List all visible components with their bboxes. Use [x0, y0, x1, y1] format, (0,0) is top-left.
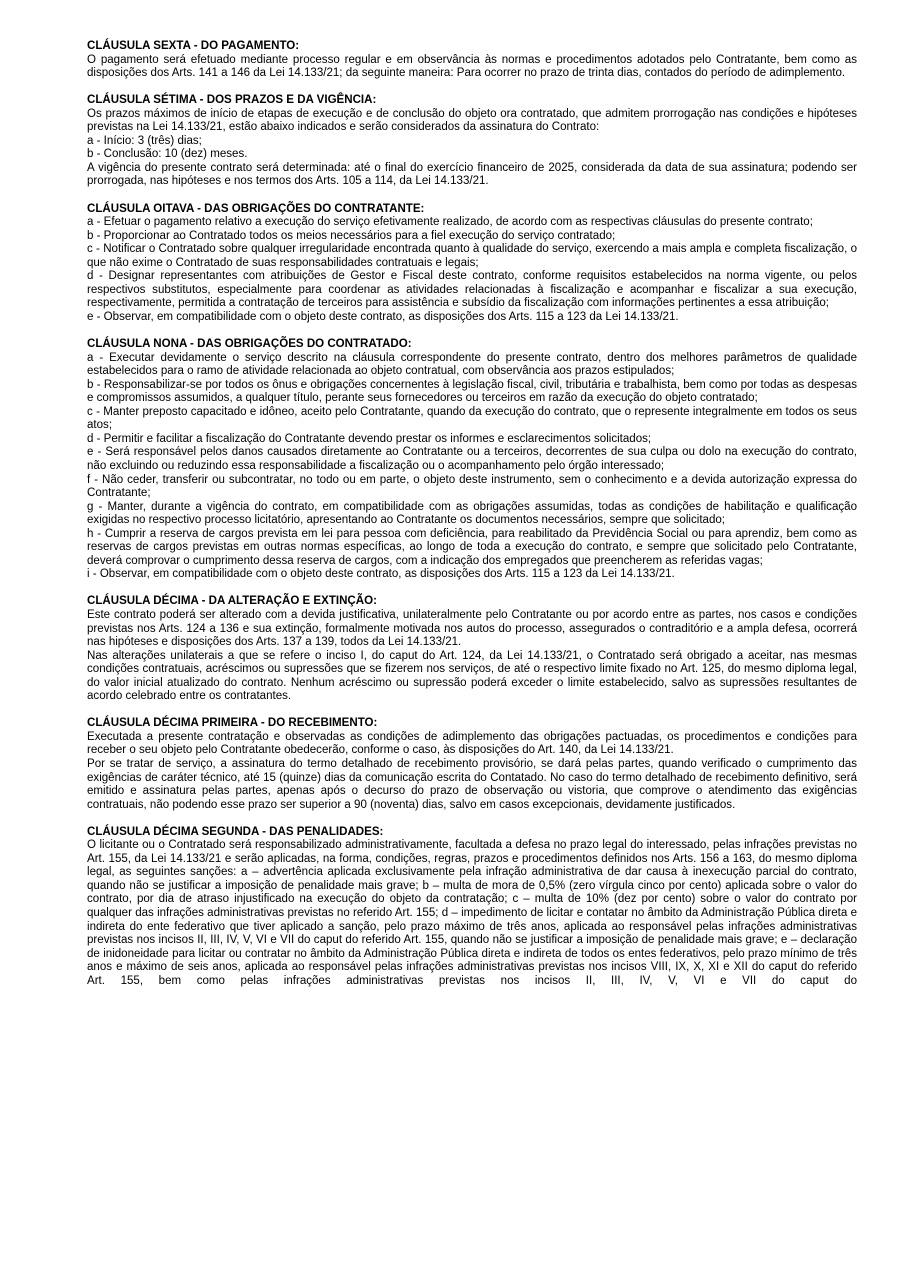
clause-paragraph: d - Designar representantes com atribuições de Gestor e Fiscal deste contrato, conforme requisitos estabelecidos na norma vigente, ou pelos respectivos substitutos, especialmente para coordenar as atividades relacionadas à fiscalização e acompanhar e fiscalizar a sua execução, respectivamente, permitida a contratação de terceiros para assistência e subsídio da fiscalização com informações pertinentes a essa atribuição;: [87, 270, 857, 310]
clause-paragraph: c - Manter preposto capacitado e idôneo, aceito pelo Contratante, quando da execução do contrato, que o represente integralmente em todos os seus atos;: [87, 405, 857, 432]
clause-paragraph: e - Será responsável pelos danos causados diretamente ao Contratante ou a terceiros, decorrentes de sua culpa ou dolo na execução do contrato, não excluindo ou reduzindo essa responsabilidade a fiscalização ou o acompanhamento pelo órgão interessado;: [87, 446, 857, 472]
clause-paragraph: f - Não ceder, transferir ou subcontratar, no todo ou em parte, o objeto deste instrumento, sem o conhecimento e a devida autorização expressa do Contratante;: [87, 473, 857, 500]
clause-title: CLÁUSULA DÉCIMA - DA ALTERAÇÃO E EXTINÇÃO:: [87, 595, 377, 608]
clause-title: CLÁUSULA SEXTA - DO PAGAMENTO:: [87, 40, 300, 52]
clause-section: [87, 40, 857, 81]
clause-paragraph: Os prazos máximos de início de etapas de execução e de conclusão do objeto ora contratado, que admitem prorrogação nas condições e hipóteses previstas na Lei 14.133/21, estão abaixo indicados e serão considerados da assinatura do Contrato:: [87, 107, 857, 134]
clause-title: CLÁUSULA NONA - DAS OBRIGAÇÕES DO CONTRATADO:: [87, 338, 412, 351]
clause-section: [87, 826, 857, 989]
clause-paragraph: A vigência do presente contrato será determinada: até o final do exercício financeiro de 2025, considerada da data de sua assinatura; podendo ser prorrogada, nas hipóteses e nos termos dos Arts. 105 a 114, da Lei 14.133/21.: [87, 161, 857, 188]
clause-paragraph: e - Observar, em compatibilidade com o objeto deste contrato, as disposições dos Arts. 115 a 123 da Lei 14.133/21.: [87, 310, 679, 323]
clause-paragraph: i - Observar, em compatibilidade com o objeto deste contrato, as disposições dos Arts. 115 a 123 da Lei 14.133/21.: [87, 568, 675, 581]
clause-paragraph: b - Conclusão: 10 (dez) meses.: [87, 148, 248, 161]
clause-paragraph: a - Efetuar o pagamento relativo a execução do serviço efetivamente realizado, de acordo com as respectivas cláusulas do presente contrato;: [87, 216, 813, 229]
clause-paragraph: Este contrato poderá ser alterado com a devida justificativa, unilateralmente pelo Contratante ou por acordo entre as partes, nos casos e condições previstas nos Arts. 124 a 136 e sua extinção, formalmente motivada nos autos do processo, assegurados o contraditório e a ampla defesa, ocorrerá nas hipóteses e disposições dos Arts. 137 a 139, todos da Lei 14.133/21.: [87, 608, 857, 649]
clause-paragraph: O licitante ou o Contratado será responsabilizado administrativamente, facultada a defesa no prazo legal do interessado, pelas infrações previstas no Art. 155, da Lei 14.133/21 e serão aplicadas, na forma, condições, regras, prazos e procedimentos definidos nos Arts. 156 a 163, do mesmo diploma legal, as seguintes sanções: a – advertência aplicada exclusivamente pela infração administrativa de dar causa à inexecução parcial do contrato, quando não se justificar a imposição de penalidade mais grave; b – multa de mora de 0,5% (zero vírgula cinco por cento) aplicada sobre o valor do contrato, por dia de atraso injustificado na execução do objeto da contratação; c – multa de 10% (dez por cento) sobre o valor do contrato por qualquer das infrações administrativas previstas no referido Art. 155; d – impedimento de licitar e contatar no âmbito da Administração Pública direta e indireta do ente federativo que tiver aplicado a sanção, pelo prazo máximo de três anos, aplicada ao responsável pelas infrações administrativas previstas nos incisos II, III, IV, V, VI e VII do caput do referido Art. 155, quando não se justificar a imposição de penalidade mais grave; e – declaração de inidoneidade para licitar ou contratar no âmbito da Administração Pública direta e indireta de todos os entes federativos, pelo prazo mínimo de três anos e máximo de seis anos, aplicada ao responsável pelas infrações administrativas previstas nos incisos VIII, IX, X, XI e XII do caput do referido Art. 155, bem como pelas infrações administrativas previstas nos incisos II, III, IV, V, VI e VII do caput do: [87, 839, 857, 987]
clause-paragraph: Nas alterações unilaterais a que se refere o inciso I, do caput do Art. 124, da Lei 14.133/21, o Contratado será obrigado a aceitar, nas mesmas condições contratuais, acréscimos ou supressões que se fizerem nos serviços, de até o respectivo limite fixado no Art. 125, do mesmo diploma legal, do valor inicial atualizado do contrato. Nenhum acréscimo ou supressão poderá exceder o limite estabelecido, salvo as supressões resultantes de acordo celebrado entre os contratantes.: [87, 649, 857, 703]
clause-paragraph: d - Permitir e facilitar a fiscalização do Contratante devendo prestar os informes e esclarecimentos solicitados;: [87, 432, 652, 445]
clause-title: CLÁUSULA DÉCIMA PRIMEIRA - DO RECEBIMENTO:: [87, 717, 378, 730]
clause-section: [87, 595, 857, 703]
clause-title: CLÁUSULA DÉCIMA SEGUNDA - DAS PENALIDADES:: [87, 825, 384, 838]
clause-paragraph: a - Início: 3 (três) dias;: [87, 134, 202, 147]
clause-paragraph: g - Manter, durante a vigência do contrato, em compatibilidade com as obrigações assumidas, todas as condições de habilitação e qualificação exigidas no respectivo processo licitatório, apresentando ao Contratante os documentos necessários, sempre que solicitado;: [87, 500, 857, 527]
clause-section: [87, 94, 857, 189]
clause-paragraph: a - Executar devidamente o serviço descrito na cláusula correspondente do presente contrato, dentro dos melhores parâmetros de qualidade estabelecidos para o ramo de atividade relacionada ao objeto contratual, com observância aos prazos estipulados;: [87, 351, 857, 378]
clause-paragraph: Executada a presente contratação e observadas as condições de adimplemento das obrigações pactuadas, os procedimentos e condições para receber o seu objeto pelo Contratante obedecerão, conforme o caso, às disposições do Art. 140, da Lei 14.133/21.: [87, 730, 857, 757]
clause-paragraph: b - Proporcionar ao Contratado todos os meios necessários para a fiel execução do serviço contratado;: [87, 229, 616, 242]
clause-paragraph: h - Cumprir a reserva de cargos prevista em lei para pessoa com deficiência, para reabilitado da Previdência Social ou para aprendiz, bem como as reservas de cargos previstas em outras normas específicas, ao longo de toda a execução do contrato, e sempre que solicitado pelo Contratante, deverá comprovar o cumprimento dessa reserva de cargos, com a indicação dos empregados que preencherem as referidas vagas;: [87, 527, 857, 567]
clause-paragraph: Por se tratar de serviço, a assinatura do termo detalhado de recebimento provisório, se dará pelas partes, quando verificado o cumprimento das exigências de caráter técnico, até 15 (quinze) dias da comunicação escrita do Contatado. No caso do termo detalhado de recebimento definitivo, será emitido e assinatura pelas partes, apenas após o decurso do prazo de observação ou vistoria, que comprove o atendimento das exigências contratuais, não podendo esse prazo ser superior a 90 (noventa) dias, salvo em casos excepcionais, devidamente justificados.: [87, 757, 857, 811]
clause-paragraph: b - Responsabilizar-se por todos os ônus e obrigações concernentes à legislação fiscal, civil, tributária e trabalhista, bem como por todas as despesas e compromissos assumidos, a qualquer título, perante seus fornecedores ou terceiros em razão da execução do objeto contratado;: [87, 378, 857, 405]
clause-section: [87, 717, 857, 812]
clause-section: [87, 203, 857, 325]
clause-title: CLÁUSULA SÉTIMA - DOS PRAZOS E DA VIGÊNCIA:: [87, 94, 377, 107]
clause-paragraph: O pagamento será efetuado mediante processo regular e em observância às normas e procedimentos adotados pelo Contratante, bem como as disposições dos Arts. 141 a 146 da Lei 14.133/21; da seguinte maneira: Para ocorrer no prazo de trinta dias, contados do período de adimplemento.: [87, 53, 857, 80]
clause-paragraph: c - Notificar o Contratado sobre qualquer irregularidade encontrada quanto à qualidade do serviço, exercendo a mais ampla e completa fiscalização, o que não exime o Contratado de suas responsabilidades contratuais e legais;: [87, 243, 857, 269]
clause-section: [87, 338, 857, 582]
clause-title: CLÁUSULA OITAVA - DAS OBRIGAÇÕES DO CONTRATANTE:: [87, 202, 425, 215]
